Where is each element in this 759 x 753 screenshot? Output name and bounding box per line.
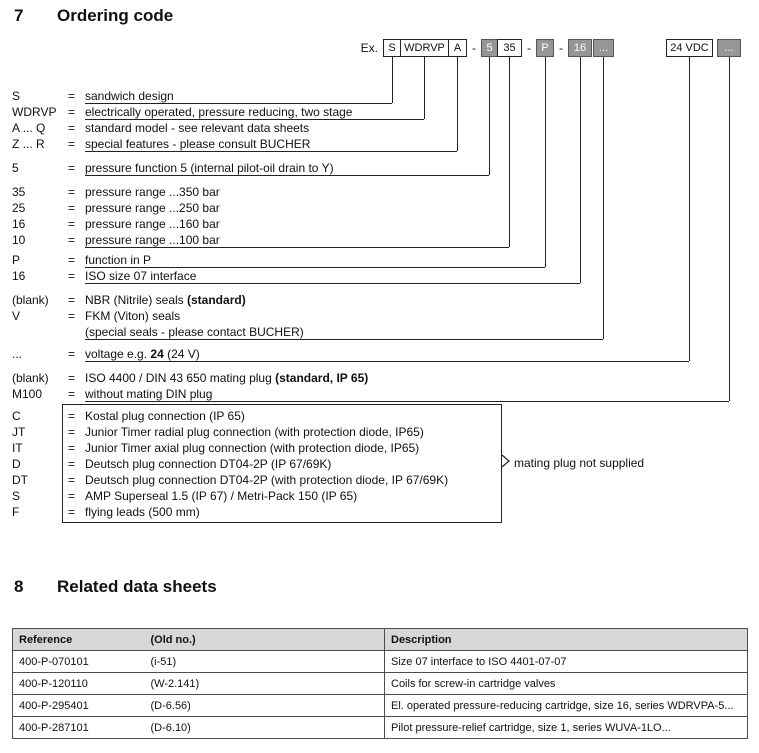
equals-sign: =: [68, 89, 76, 103]
code-description: [85, 371, 368, 385]
equals-sign: =: [68, 457, 76, 471]
ordering-row-35: [0, 185, 759, 201]
code-description: electrically operated, pressure reducing, two stage: [85, 105, 353, 119]
example-box-16: 16: [568, 39, 592, 57]
ordering-row-wdrvp: [0, 105, 759, 121]
code-description: [85, 293, 246, 307]
header-description: Description: [385, 629, 748, 651]
equals-sign: =: [68, 347, 76, 361]
equals-sign: =: [68, 309, 76, 323]
code-value: 5: [12, 161, 19, 175]
cell-description: El. operated pressure-reducing cartridge, size 16, series WDRVPA-5...: [385, 695, 748, 717]
ordering-row-10: [0, 233, 759, 249]
ordering-row-m100: [0, 387, 759, 403]
equals-sign: =: [68, 441, 76, 455]
example-box-seals: ...: [593, 39, 614, 57]
equals-sign: =: [68, 105, 76, 119]
code-description-pre: NBR (Nitrile) seals: [85, 293, 188, 307]
equals-sign: =: [68, 409, 76, 423]
cell-old-no: (i-51): [150, 655, 177, 668]
code-value: C: [12, 409, 21, 423]
code-value: (blank): [12, 293, 49, 307]
related-data-sheets-table: [12, 628, 748, 739]
example-box-wdrvp: WDRVP: [400, 39, 449, 57]
example-dash-1: -: [472, 41, 476, 55]
example-box-voltage: 24 VDC: [666, 39, 713, 57]
code-description: Kostal plug connection (IP 65): [85, 409, 245, 423]
table-row: [13, 695, 748, 717]
code-description-bold: (standard, IP 65): [275, 371, 369, 385]
equals-sign: =: [68, 137, 76, 151]
cell-reference: 400-P-295401: [19, 699, 89, 712]
ordering-row-fkm: [0, 309, 759, 325]
equals-sign: =: [68, 185, 76, 199]
ordering-row-25: [0, 201, 759, 217]
mating-plug-note: mating plug not supplied: [514, 456, 645, 470]
ordering-row-voltage: [0, 347, 759, 363]
plug-options-bracket: [62, 404, 502, 523]
code-description: without mating DIN plug: [85, 387, 213, 401]
ordering-row-nbr: [0, 293, 759, 309]
code-description: standard model - see relevant data sheets: [85, 121, 310, 135]
code-value: S: [12, 489, 21, 503]
code-value: D: [12, 457, 21, 471]
code-description: Junior Timer axial plug connection (with protection diode, IP65): [85, 441, 420, 455]
code-description: FKM (Viton) seals: [85, 309, 181, 323]
code-description: pressure range ...250 bar: [85, 201, 220, 215]
example-box-a: A: [448, 39, 467, 57]
code-value: WDRVP: [12, 105, 57, 119]
equals-sign: =: [68, 371, 76, 385]
header-reference: Reference: [13, 629, 145, 651]
ordering-row-iso4400: [0, 371, 759, 387]
example-label: Ex.: [360, 41, 378, 55]
code-value: JT: [12, 425, 26, 439]
code-description: AMP Superseal 1.5 (IP 67) / Metri-Pack 150 (IP 65): [85, 489, 358, 503]
code-value: F: [12, 505, 20, 519]
ordering-row-iso16: [0, 269, 759, 285]
equals-sign: =: [68, 387, 76, 401]
code-description: Deutsch plug connection DT04-2P (IP 67/69K): [85, 457, 332, 471]
equals-sign: =: [68, 505, 76, 519]
example-box-5: 5: [481, 39, 498, 57]
section7-number: 7: [14, 6, 24, 25]
code-value: IT: [12, 441, 23, 455]
code-description: [85, 347, 200, 361]
cell-old-no: (W-2.141): [150, 677, 200, 690]
equals-sign: =: [68, 217, 76, 231]
equals-sign: =: [68, 233, 76, 247]
header-old-no: (Old no.): [145, 629, 385, 651]
cell-reference: 400-P-120110: [19, 677, 88, 690]
cell-description: Pilot pressure-relief cartridge, size 1, series WUVA-1LO...: [385, 717, 748, 739]
example-box-p: P: [536, 39, 554, 57]
code-value: A ... Q: [12, 121, 46, 135]
code-description: Deutsch plug connection DT04-2P (with protection diode, IP 67/69K): [85, 473, 449, 487]
example-box-s: S: [383, 39, 401, 57]
equals-sign: =: [68, 121, 76, 135]
section8-title: Related data sheets: [57, 577, 217, 596]
cell-reference: 400-P-070101: [19, 655, 89, 668]
ordering-row-zr: [0, 137, 759, 153]
code-value: 35: [12, 185, 26, 199]
table-row: [13, 717, 748, 739]
equals-sign: =: [68, 489, 76, 503]
cell-reference: 400-P-287101: [19, 721, 89, 734]
ordering-row-p: [0, 253, 759, 269]
code-description: pressure range ...100 bar: [85, 233, 220, 247]
cell-old-no: (D-6.56): [150, 699, 191, 712]
code-value: P: [12, 253, 21, 267]
equals-sign: =: [68, 253, 76, 267]
code-description: ISO size 07 interface: [85, 269, 197, 283]
code-description: sandwich design: [85, 89, 174, 103]
table-header-row: [13, 629, 748, 651]
code-description-pre: ISO 4400 / DIN 43 650 mating plug: [85, 371, 276, 385]
code-description: function in P: [85, 253, 152, 267]
code-description: pressure function 5 (internal pilot-oil drain to Y): [85, 161, 334, 175]
code-description: flying leads (500 mm): [85, 505, 200, 519]
ordering-row-s: [0, 89, 759, 105]
code-description: pressure range ...160 bar: [85, 217, 220, 231]
equals-sign: =: [68, 201, 76, 215]
table-row: [13, 673, 748, 695]
code-value: S: [12, 89, 21, 103]
code-description-bold: 24: [150, 347, 164, 361]
code-description-pre: voltage e.g.: [85, 347, 151, 361]
equals-sign: =: [68, 293, 76, 307]
cell-old-no: (D-6.10): [150, 721, 191, 734]
cell-description: Size 07 interface to ISO 4401-07-07: [385, 651, 748, 673]
section7-title: Ordering code: [57, 6, 174, 25]
ordering-row-16bar: [0, 217, 759, 233]
code-value: (blank): [12, 371, 49, 385]
cell-description: Coils for screw-in cartridge valves: [385, 673, 748, 695]
section8-number: 8: [14, 577, 24, 596]
code-description: Junior Timer radial plug connection (with protection diode, IP65): [85, 425, 424, 439]
example-box-35: 35: [497, 39, 522, 57]
table-row: [13, 651, 748, 673]
equals-sign: =: [68, 269, 76, 283]
code-value: 16: [12, 217, 26, 231]
code-value: DT: [12, 473, 28, 487]
code-value: 16: [12, 269, 26, 283]
ordering-row-aq: [0, 121, 759, 137]
code-description: special features - please consult BUCHER: [85, 137, 311, 151]
equals-sign: =: [68, 473, 76, 487]
code-description: (special seals - please contact BUCHER): [85, 325, 304, 339]
equals-sign: =: [68, 161, 76, 175]
ordering-row-special-seals: [0, 325, 759, 341]
example-dash-2: -: [527, 41, 531, 55]
code-value: Z ... R: [12, 137, 45, 151]
code-description-post: (24 V): [163, 347, 200, 361]
code-description-bold: (standard): [187, 293, 246, 307]
example-dash-3: -: [559, 41, 563, 55]
code-value: V: [12, 309, 21, 323]
code-value: M100: [12, 387, 43, 401]
equals-sign: =: [68, 425, 76, 439]
example-box-plug: ...: [717, 39, 741, 57]
code-value: ...: [12, 347, 23, 361]
code-value: 25: [12, 201, 26, 215]
ordering-row-5: [0, 161, 759, 177]
brace-pointer-icon: [501, 454, 510, 473]
code-description: pressure range ...350 bar: [85, 185, 220, 199]
code-value: 10: [12, 233, 26, 247]
